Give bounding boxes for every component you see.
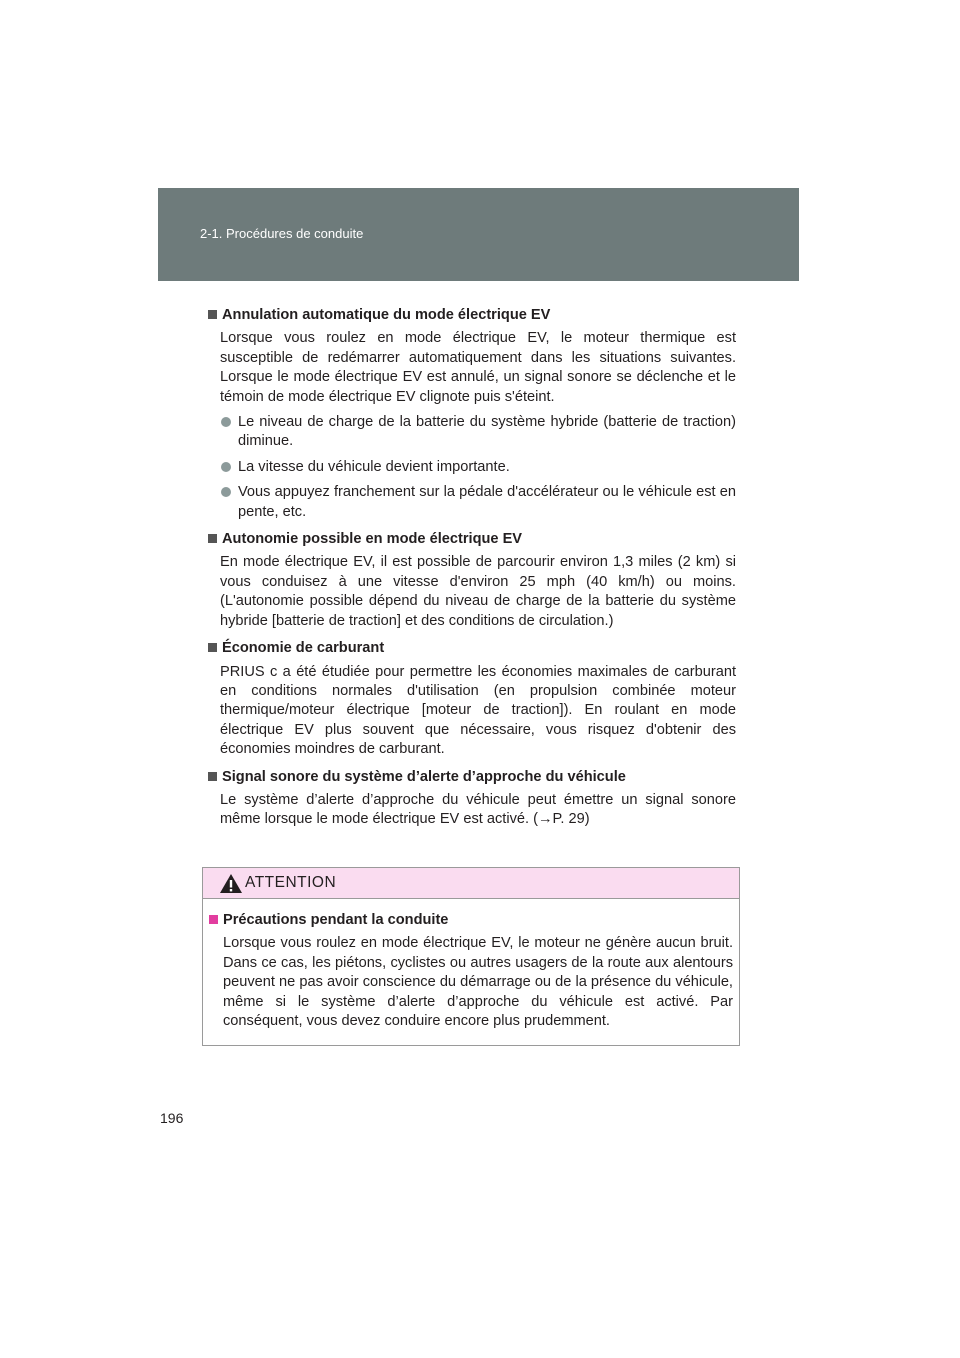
section-fuel-economy bbox=[208, 639, 736, 759]
page-number: 196 bbox=[160, 1110, 184, 1126]
warning-triangle-icon bbox=[219, 873, 243, 894]
section-ev-cancel bbox=[208, 306, 736, 522]
warning-label: ATTENTION bbox=[245, 874, 337, 891]
warning-box bbox=[202, 867, 740, 1046]
section-heading: Autonomie possible en mode électrique EV bbox=[208, 530, 736, 549]
section-approach-alert bbox=[208, 768, 736, 830]
paragraph: Lorsque vous roulez en mode électrique EV, le moteur thermique est susceptible de redémarrer automatiquement dans les situations suivantes. Lorsque le mode électrique EV est annulé, un signal sonore se déclenche et le témoin de mode électrique EV clignote puis s'éteint. bbox=[220, 330, 736, 405]
list-item: Vous appuyez franchement sur la pédale d'accélérateur ou le véhicule est en pente, etc. bbox=[208, 483, 736, 522]
square-bullet-icon bbox=[209, 915, 218, 924]
square-bullet-icon bbox=[208, 310, 217, 319]
list-item: La vitesse du véhicule devient importante. bbox=[208, 458, 736, 477]
paragraph: PRIUS c a été étudiée pour permettre les économies maximales de carburant en conditions normales d'utilisation (en propulsion combinée moteur thermique/moteur électrique [moteur de traction]). En roulant en mode électrique EV plus souvent que nécessaire, vous risquez d'obtenir des économies moindres de carburant. bbox=[220, 663, 736, 758]
section-heading: Signal sonore du système d’alerte d’approche du véhicule bbox=[208, 768, 736, 787]
circle-bullet-icon bbox=[221, 417, 231, 427]
section-heading: Annulation automatique du mode électrique EV bbox=[208, 306, 736, 325]
paragraph: En mode électrique EV, il est possible de parcourir environ 1,3 miles (2 km) si vous conduisez à une vitesse d'environ 25 mph (40 km/h) ou moins. (L'autonomie possible dépend du niveau de charge de la batterie du système hybride [batterie de traction] et des conditions de circulation.) bbox=[220, 554, 736, 629]
section-heading: Économie de carburant bbox=[208, 639, 736, 658]
list-item: Le niveau de charge de la batterie du système hybride (batterie de traction) diminue. bbox=[208, 413, 736, 452]
section-ev-range bbox=[208, 530, 736, 631]
square-bullet-icon bbox=[208, 772, 217, 781]
section-header bbox=[158, 188, 799, 281]
warning-header bbox=[203, 868, 739, 899]
warning-body bbox=[203, 899, 739, 1031]
paragraph: Le système d’alerte d’approche du véhicule peut émettre un signal sonore même lorsque le mode électrique EV est activé. (→P. 29) bbox=[220, 791, 736, 828]
section-title: 2-1. Procédures de conduite bbox=[200, 226, 364, 241]
warning-text: Lorsque vous roulez en mode électrique EV, le moteur ne génère aucun bruit. Dans ce cas, les piétons, cyclistes ou autres usagers de la route aux alentours peuvent ne pas avoir conscience du démarrage ou de la présence du véhicule, même si le système d’alerte d’approche du véhicule est activé. Par conséquent, vous devez conduire encore plus prudemment. bbox=[223, 935, 733, 1030]
circle-bullet-icon bbox=[221, 462, 231, 472]
square-bullet-icon bbox=[208, 534, 217, 543]
circle-bullet-icon bbox=[221, 487, 231, 497]
square-bullet-icon bbox=[208, 643, 217, 652]
main-content bbox=[208, 306, 736, 838]
warning-title: Précautions pendant la conduite bbox=[209, 911, 733, 930]
